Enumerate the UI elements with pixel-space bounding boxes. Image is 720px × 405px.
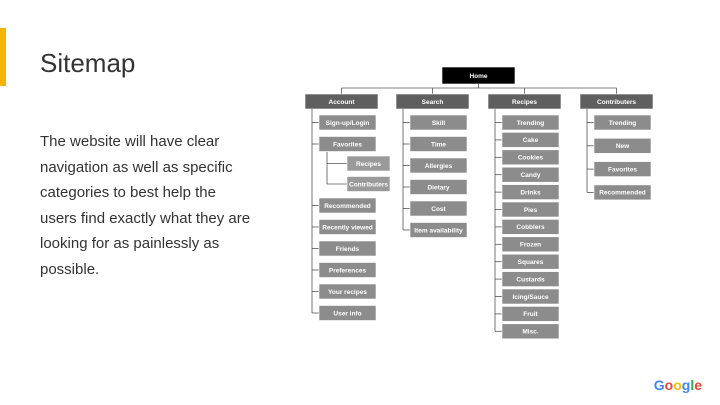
item-box-contributers <box>594 138 651 153</box>
item-box-recipes <box>502 202 559 217</box>
google-logo-letter: o <box>664 377 674 393</box>
google-logo-letter: e <box>694 377 702 393</box>
item-label: Cake <box>522 137 539 145</box>
item-label: Skill <box>431 119 446 127</box>
item-box-recipes <box>502 324 559 339</box>
item-box-account <box>319 263 376 278</box>
google-logo <box>654 377 702 393</box>
item-box-account <box>319 306 376 321</box>
header-label: Recipes <box>512 98 537 106</box>
item-box-recipes <box>502 132 559 147</box>
child-label: Contributers <box>349 181 388 189</box>
header-box-account <box>305 94 378 109</box>
root-box-home <box>442 67 515 84</box>
item-label: Cost <box>431 205 446 213</box>
item-box-recipes <box>502 272 559 287</box>
item-box-recipes <box>502 254 559 269</box>
header-label: Contributers <box>597 98 636 106</box>
item-label: Cookies <box>517 154 544 162</box>
item-box-recipes <box>502 167 559 182</box>
header-box-search <box>396 94 469 109</box>
slide-title: Sitemap <box>40 48 136 78</box>
item-box-account <box>319 241 376 256</box>
item-box-search <box>410 180 467 195</box>
slide-body-text: The website will have clear navigation as well as specific categories to best help the users find exactly what they are looking for as painlessly as possible. <box>40 133 251 278</box>
item-label: Trending <box>608 119 637 127</box>
item-label: Sign-up/Login <box>325 119 370 127</box>
item-label: Icing/Sauce <box>512 293 549 301</box>
google-logo-letter: l <box>690 377 695 393</box>
item-label: Cobblers <box>516 224 545 232</box>
item-box-recipes <box>502 306 559 321</box>
item-label: Allergies <box>424 162 453 170</box>
item-label: Your recipes <box>328 288 367 296</box>
item-label: Custards <box>516 276 545 284</box>
item-box-contributers <box>594 185 651 200</box>
item-box-search <box>410 223 467 238</box>
header-box-recipes <box>488 94 561 109</box>
item-box-account <box>319 115 376 130</box>
item-label: Favorites <box>608 166 637 174</box>
item-box-account <box>319 284 376 299</box>
item-box-search <box>410 201 467 216</box>
item-box-account <box>319 220 376 235</box>
item-label: Recommended <box>324 202 371 210</box>
item-label: Item availability <box>414 227 463 235</box>
item-box-recipes <box>502 237 559 252</box>
item-label: Drinks <box>520 189 541 197</box>
item-box-recipes <box>502 289 559 304</box>
item-box-account <box>319 137 376 152</box>
header-label: Account <box>328 98 355 106</box>
item-label: Friends <box>335 245 360 253</box>
item-label: Recommended <box>599 189 646 197</box>
item-box-search <box>410 137 467 152</box>
item-label: Misc. <box>522 328 539 336</box>
item-label: Dietary <box>427 184 450 192</box>
item-box-recipes <box>502 219 559 234</box>
item-box-recipes <box>502 185 559 200</box>
item-box-account <box>319 198 376 213</box>
child-label: Recipes <box>356 160 381 168</box>
item-label: Trending <box>516 119 545 127</box>
item-label: Preferences <box>328 267 367 275</box>
item-label: Candy <box>520 172 541 179</box>
google-logo-letter: o <box>673 377 682 393</box>
item-box-search <box>410 115 467 130</box>
item-label: Recently viewed <box>322 224 373 232</box>
header-label: Search <box>421 98 444 106</box>
item-label: Favorites <box>333 141 362 149</box>
item-label: New <box>615 143 630 151</box>
item-box-contributers <box>594 115 651 130</box>
root-label: Home <box>469 72 488 80</box>
item-box-recipes <box>502 115 559 130</box>
item-label: Time <box>430 141 447 149</box>
google-logo-letter: G <box>653 377 665 393</box>
child-box-account <box>347 177 390 192</box>
item-label: Pies <box>523 206 538 214</box>
item-label: Fruit <box>523 311 538 319</box>
item-box-recipes <box>502 150 559 165</box>
child-box-account <box>347 156 390 171</box>
item-box-contributers <box>594 162 651 177</box>
header-box-contributers <box>580 94 653 109</box>
item-box-search <box>410 158 467 173</box>
item-label: User info <box>333 310 362 318</box>
item-label: Squares <box>517 259 544 266</box>
google-logo-letter: g <box>681 377 691 393</box>
item-label: Frozen <box>519 241 542 249</box>
